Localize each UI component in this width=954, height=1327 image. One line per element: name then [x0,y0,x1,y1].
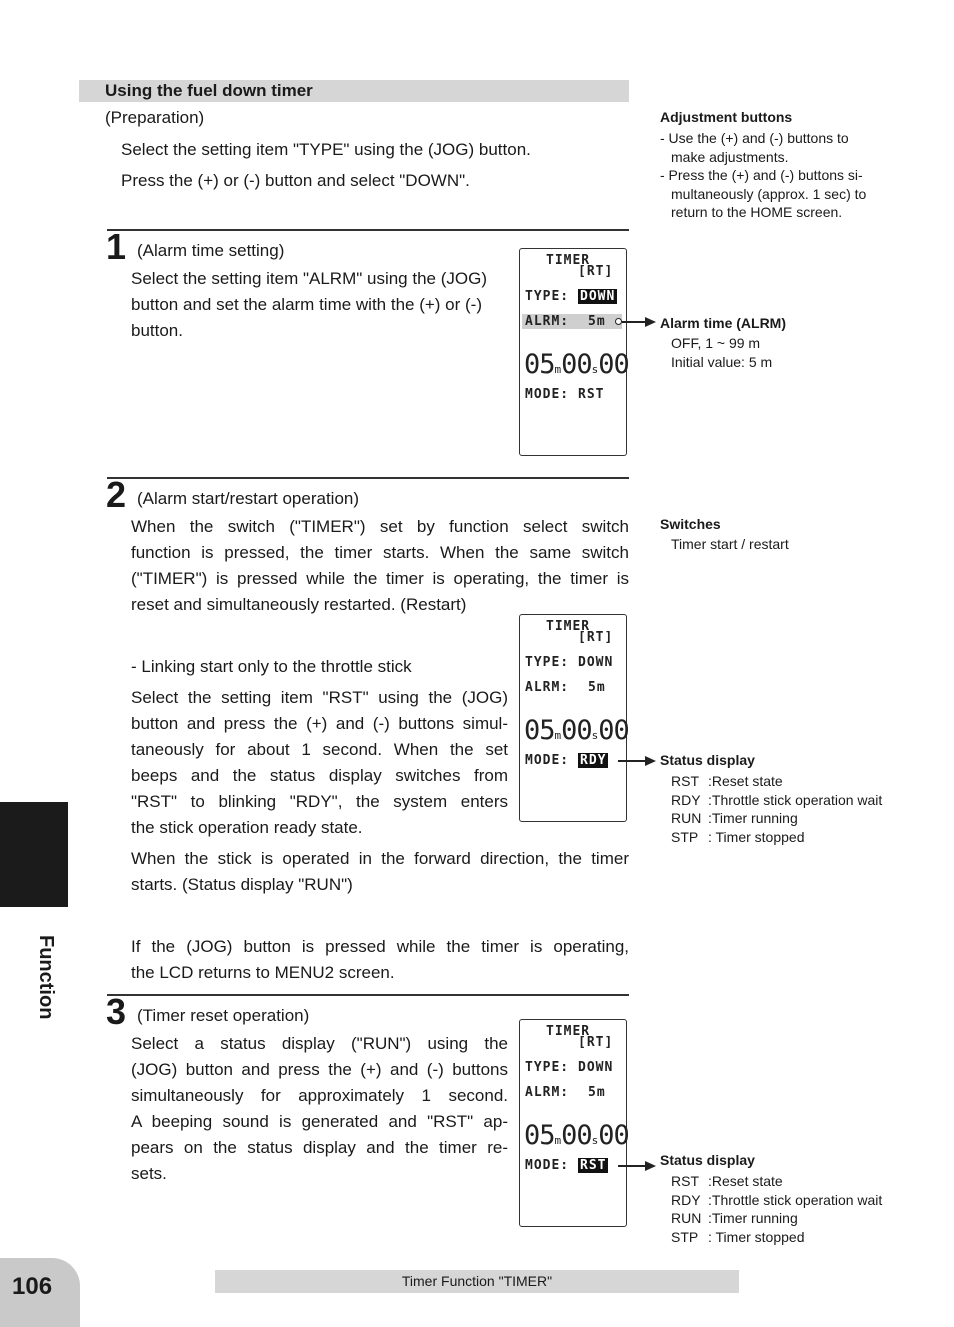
lcd-alrm-label: ALRM: [525,680,570,695]
lcd-title: TIMER [546,619,591,634]
switches-text: Timer start / restart [671,536,789,552]
lcd-mode-value: RDY [580,753,607,768]
adjustment-item-1-line-2: make adjustments. [671,148,789,165]
step-3-paragraph: Select a status display ("RUN") using the (JOG) button and press the (+) and (-) buttons simultaneously for approximately 1 second. A beeping sound is generated and "RST" ap- pears on the status display and the timer re- sets. [131,1034,508,1183]
status-note-2 [660,1151,882,1246]
lcd-title: TIMER [546,253,591,268]
lcd-alrm-label: ALRM: [525,1085,570,1100]
lcd-screen-1 [519,248,627,456]
lcd-mode-value: RST [578,387,605,402]
status-item-rst: RST :Reset state [671,1173,783,1189]
adjustment-note [660,108,880,222]
status-heading: Status display [660,1152,755,1168]
status-item-rst: RST :Reset state [671,773,783,789]
status-note-1 [660,751,882,846]
step-3-subtitle: (Timer reset operation) [137,1006,310,1025]
section-title: Using the fuel down timer [105,81,313,100]
step-1-line-1: Select the setting item "ALRM" using the (JOG) [131,269,487,288]
page-number: 106 [12,1273,53,1300]
step-2-paragraph-1: When the switch ("TIMER") set by function select switch function is pressed, the timer starts. When the same switch ("TIMER") is pressed while the timer is operating, the timer is reset and simultaneously restarted. (Restart) [131,517,629,614]
lcd-screen-3 [519,1019,627,1227]
lcd-mode-label: MODE: [525,753,570,768]
step-1-number: 1 [106,226,127,267]
alarm-note-initial: Initial value: 5 m [671,353,773,370]
lcd-screen-2 [519,614,627,822]
lcd-clock: 05m00s00 [524,349,629,380]
alarm-note-range: OFF, 1 ~ 99 m [671,335,761,351]
preparation-label: (Preparation) [105,108,205,127]
lcd-alrm-value: 5m [588,1085,606,1100]
step-2-paragraph-2: Select the setting item "RST" using the (JOG) button and press the (+) and (-) buttons simul- taneously for about 1 second. When the set beeps and the status display switches from "RST" to blinking "RDY", the system enters the stick operation ready state. [131,688,508,837]
step-2-paragraph-3: When the stick is operated in the forward direction, the timer starts. (Status display "RUN") [131,849,629,894]
step-1-divider [107,229,629,231]
arrow-right-icon [645,317,656,327]
lcd-subtitle: [RT] [578,264,614,279]
step-3-divider [107,994,629,996]
arrow-right-icon [645,756,656,766]
step-2-divider [107,477,629,479]
status-heading: Status display [660,752,755,768]
adjustment-item-2-line-1: - Press the (+) and (-) buttons si- [660,167,863,183]
lcd-clock: 05m00s00 [524,1120,629,1151]
arrow-line [618,1165,648,1167]
step-1-line-3: button. [131,321,183,340]
lcd-mode-label: MODE: [525,1158,570,1173]
step-1-line-2: button and set the alarm time with the (+) or (-) [131,295,483,314]
adjustment-heading: Adjustment buttons [660,109,793,125]
status-item-rdy: RDY :Throttle stick operation wait [671,1191,883,1208]
lcd-type-value: DOWN [580,289,616,304]
switches-note [660,515,789,554]
lcd-mode-value: RST [580,1158,607,1173]
switches-heading: Switches [660,516,721,532]
lcd-alrm-value: 5m [588,680,606,695]
step-3-number: 3 [106,991,127,1032]
lcd-type-label: TYPE: [525,289,570,304]
lcd-title: TIMER [546,1024,591,1039]
step-2-number: 2 [106,474,127,515]
lcd-type-label: TYPE: [525,655,570,670]
step-2-sub-heading: - Linking start only to the throttle stick [131,657,412,676]
status-item-stp: STP : Timer stopped [671,1228,805,1245]
preparation-line-2: Press the (+) or (-) button and select "DOWN". [121,171,470,190]
step-2-subtitle: (Alarm start/restart operation) [137,489,360,508]
arrow-origin-dot [615,318,622,325]
lcd-type-value: DOWN [578,655,614,670]
lcd-subtitle: [RT] [578,630,614,645]
step-1-subtitle: (Alarm time setting) [137,241,285,260]
chapter-side-label: Function [35,935,57,1020]
lcd-alrm-label: ALRM: [525,314,570,329]
adjustment-item-2-line-3: return to the HOME screen. [671,204,843,220]
lcd-clock: 05m00s00 [524,715,629,746]
chapter-side-tab [0,802,68,907]
status-item-run: RUN :Timer running [671,810,798,826]
status-item-run: RUN :Timer running [671,1210,798,1226]
lcd-type-label: TYPE: [525,1060,570,1075]
preparation-line-1: Select the setting item "TYPE" using the (JOG) button. [121,140,531,159]
arrow-right-icon [645,1161,656,1171]
lcd-alrm-value: 5m [588,314,606,329]
alarm-note [660,314,786,371]
alarm-note-heading: Alarm time (ALRM) [660,315,787,331]
adjustment-item-1-line-1: - Use the (+) and (-) buttons to [660,130,849,146]
adjustment-item-2-line-2: multaneously (approx. 1 sec) to [671,185,867,202]
footer-title: Timer Function "TIMER" [401,1273,553,1289]
lcd-type-value: DOWN [578,1060,614,1075]
status-item-rdy: RDY :Throttle stick operation wait [671,791,883,808]
step-2-paragraph-4: If the (JOG) button is pressed while the timer is operating, the LCD returns to MENU2 screen. [131,937,629,982]
lcd-subtitle: [RT] [578,1035,614,1050]
status-item-stp: STP : Timer stopped [671,828,805,845]
arrow-line [618,760,648,762]
lcd-mode-label: MODE: [525,387,570,402]
